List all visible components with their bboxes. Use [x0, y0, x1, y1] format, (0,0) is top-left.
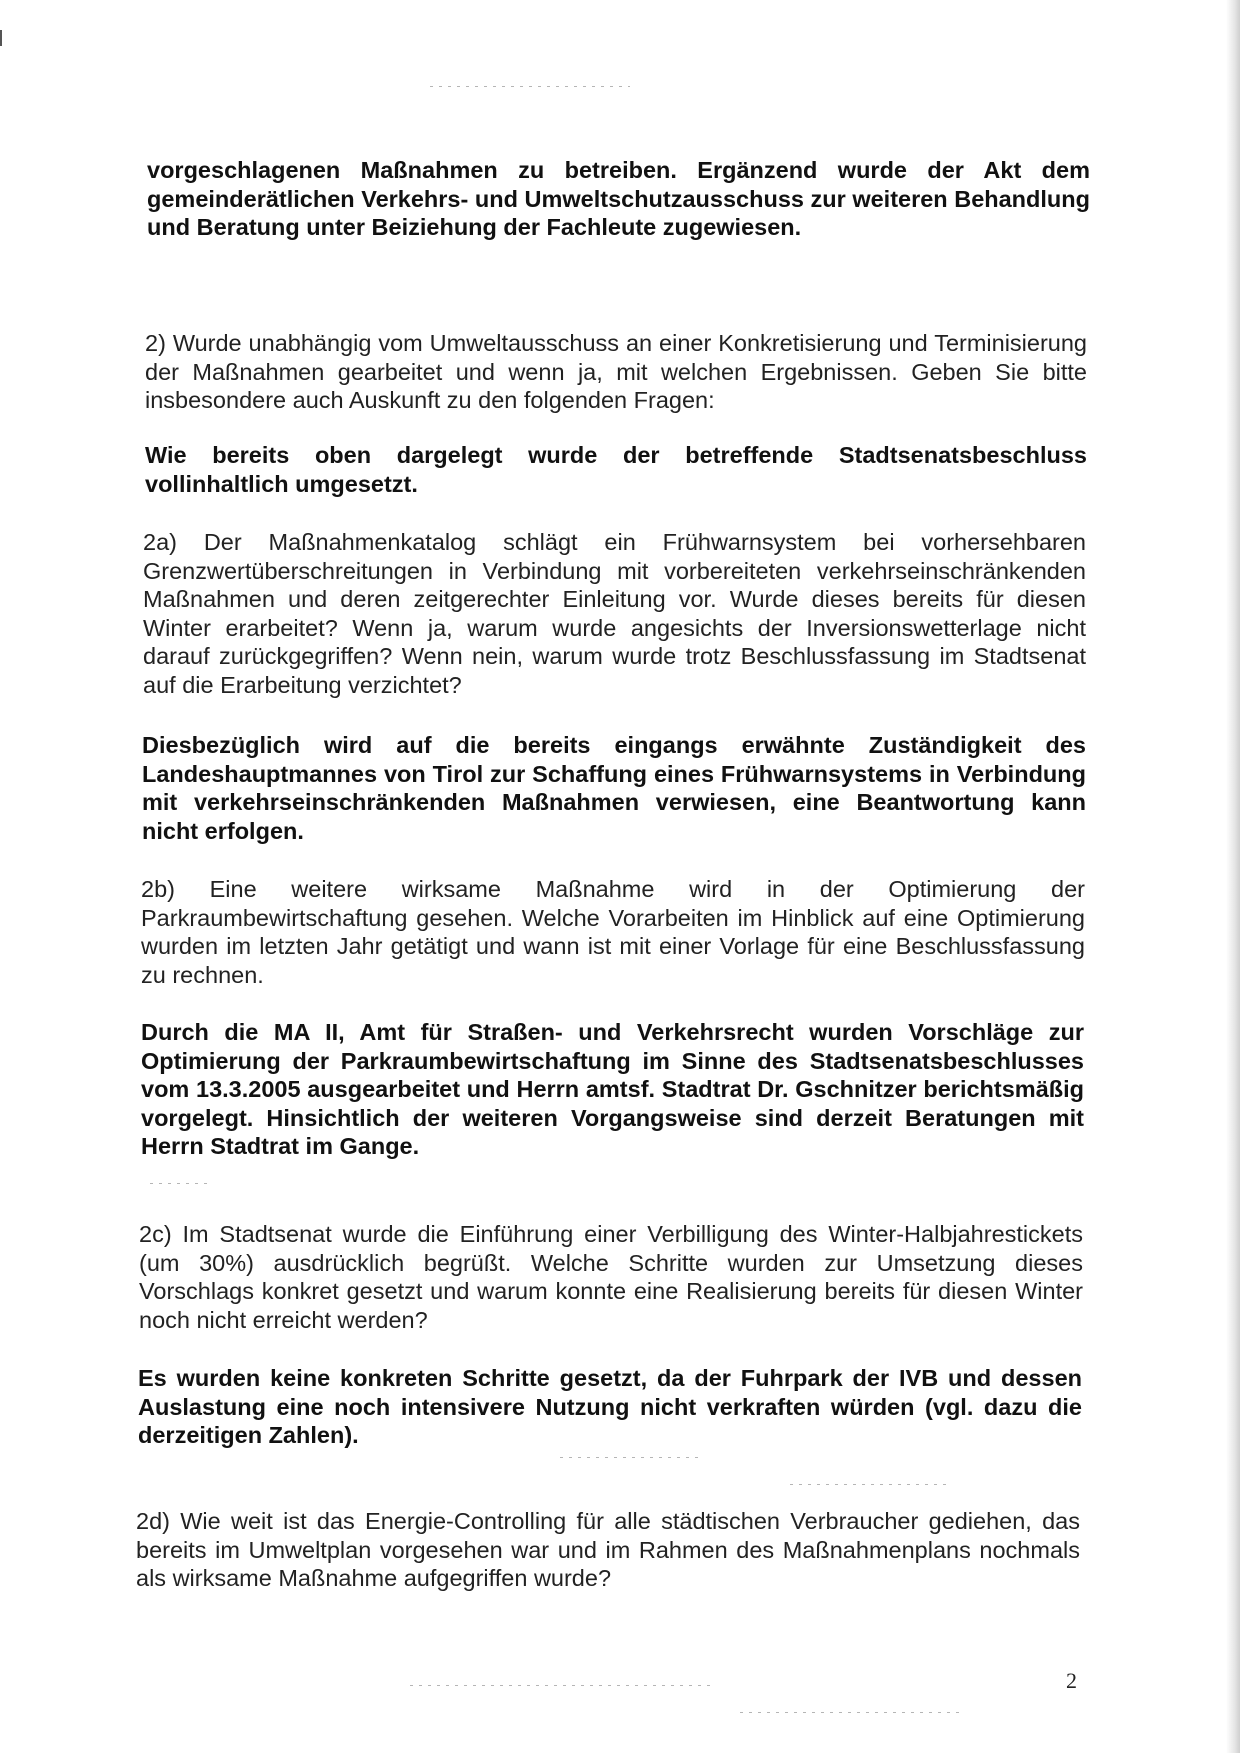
scan-artifact — [740, 1712, 960, 1713]
question-2c-paragraph: 2c) Im Stadtsenat wurde die Einführung einer Verbilligung des Winter-Halbjahrestickets (um 30%) ausdrücklich begrüßt. Welche Schritte wurden zur Umsetzung dieses Vorschlags konkret gesetzt und warum konnte eine Realisierung bereits für diesen Winter noch nicht erreicht werden? — [139, 1221, 1083, 1333]
scan-artifact — [150, 1183, 210, 1184]
page-number: 2 — [1066, 1668, 1077, 1693]
answer-2c-paragraph: Es wurden keine konkreten Schritte gesetzt, da der Fuhrpark der IVB und dessen Auslastung eine noch intensivere Nutzung nicht verkraften würden (vgl. dazu die derzeitigen Zahlen). — [138, 1365, 1082, 1448]
scan-artifact — [410, 1685, 710, 1686]
question-2b-paragraph: 2b) Eine weitere wirksame Maßnahme wird in der Optimierung der Parkraumbewirtschaftung gesehen. Welche Vorarbeiten im Hinblick auf eine Optimierung wurden im letzten Jahr getätigt und wann ist mit einer Vorlage für eine Beschlussfassung zu rechnen. — [141, 876, 1085, 988]
answer-paragraph-continued: vorgeschlagenen Maßnahmen zu betreiben. Ergänzend wurde der Akt dem gemeinderätlichen Verkehrs- und Umweltschutzausschuss zur weiteren Behandlung und Beratung unter Beiziehung der Fachleute zugewiesen. — [147, 157, 1090, 240]
question-2-paragraph: 2) Wurde unabhängig vom Umweltausschuss an einer Konkretisierung und Terminisierung der Maßnahmen gearbeitet und wenn ja, mit welchen Ergebnissen. Geben Sie bitte insbesondere auch Auskunft zu den folgenden Fragen: — [145, 330, 1087, 413]
question-2a-paragraph: 2a) Der Maßnahmenkatalog schlägt ein Frühwarnsystem bei vorhersehbaren Grenzwertüberschreitungen in Verbindung mit vorbereiteten verkehrseinschränkenden Maßnahmen und deren zeitgerechter Einleitung vor. Wurde dieses bereits für diesen Winter erarbeitet? Wenn ja, warum wurde angesichts der Inversionswetterlage nicht darauf zurückgegriffen? Wenn nein, warum wurde trotz Beschlussfassung im Stadtsenat auf die Erarbeitung verzichtet? — [143, 529, 1086, 698]
scan-artifact — [560, 1457, 700, 1458]
answer-2a-paragraph: Diesbezüglich wird auf die bereits eingangs erwähnte Zuständigkeit des Landeshauptmannes von Tirol zur Schaffung eines Frühwarnsystems in Verbindung mit verkehrseinschränkenden Maßnahmen verwiesen, eine Beantwortung kann nicht erfolgen. — [142, 732, 1086, 844]
scan-edge-mark — [0, 30, 2, 46]
scan-artifact — [790, 1484, 950, 1485]
scan-edge-shadow — [1226, 0, 1240, 1753]
answer-2b-paragraph: Durch die MA II, Amt für Straßen- und Verkehrsrecht wurden Vorschläge zur Optimierung der Parkraumbewirtschaftung im Sinne des Stadtsenatsbeschlusses vom 13.3.2005 ausgearbeitet und Herrn amtsf. Stadtrat Dr. Gschnitzer berichtsmäßig vorgelegt. Hinsichtlich der weiteren Vorgangsweise sind derzeit Beratungen mit Herrn Stadtrat im Gange. — [141, 1019, 1084, 1159]
scan-artifact — [430, 86, 630, 87]
answer-2-paragraph: Wie bereits oben dargelegt wurde der betreffende Stadtsenatsbeschluss vollinhaltlich umgesetzt. — [145, 442, 1087, 497]
question-2d-paragraph: 2d) Wie weit ist das Energie-Controlling für alle städtischen Verbraucher gediehen, das bereits im Umweltplan vorgesehen war und im Rahmen des Maßnahmenplans nochmals als wirksame Maßnahme aufgegriffen wurde? — [136, 1508, 1080, 1591]
